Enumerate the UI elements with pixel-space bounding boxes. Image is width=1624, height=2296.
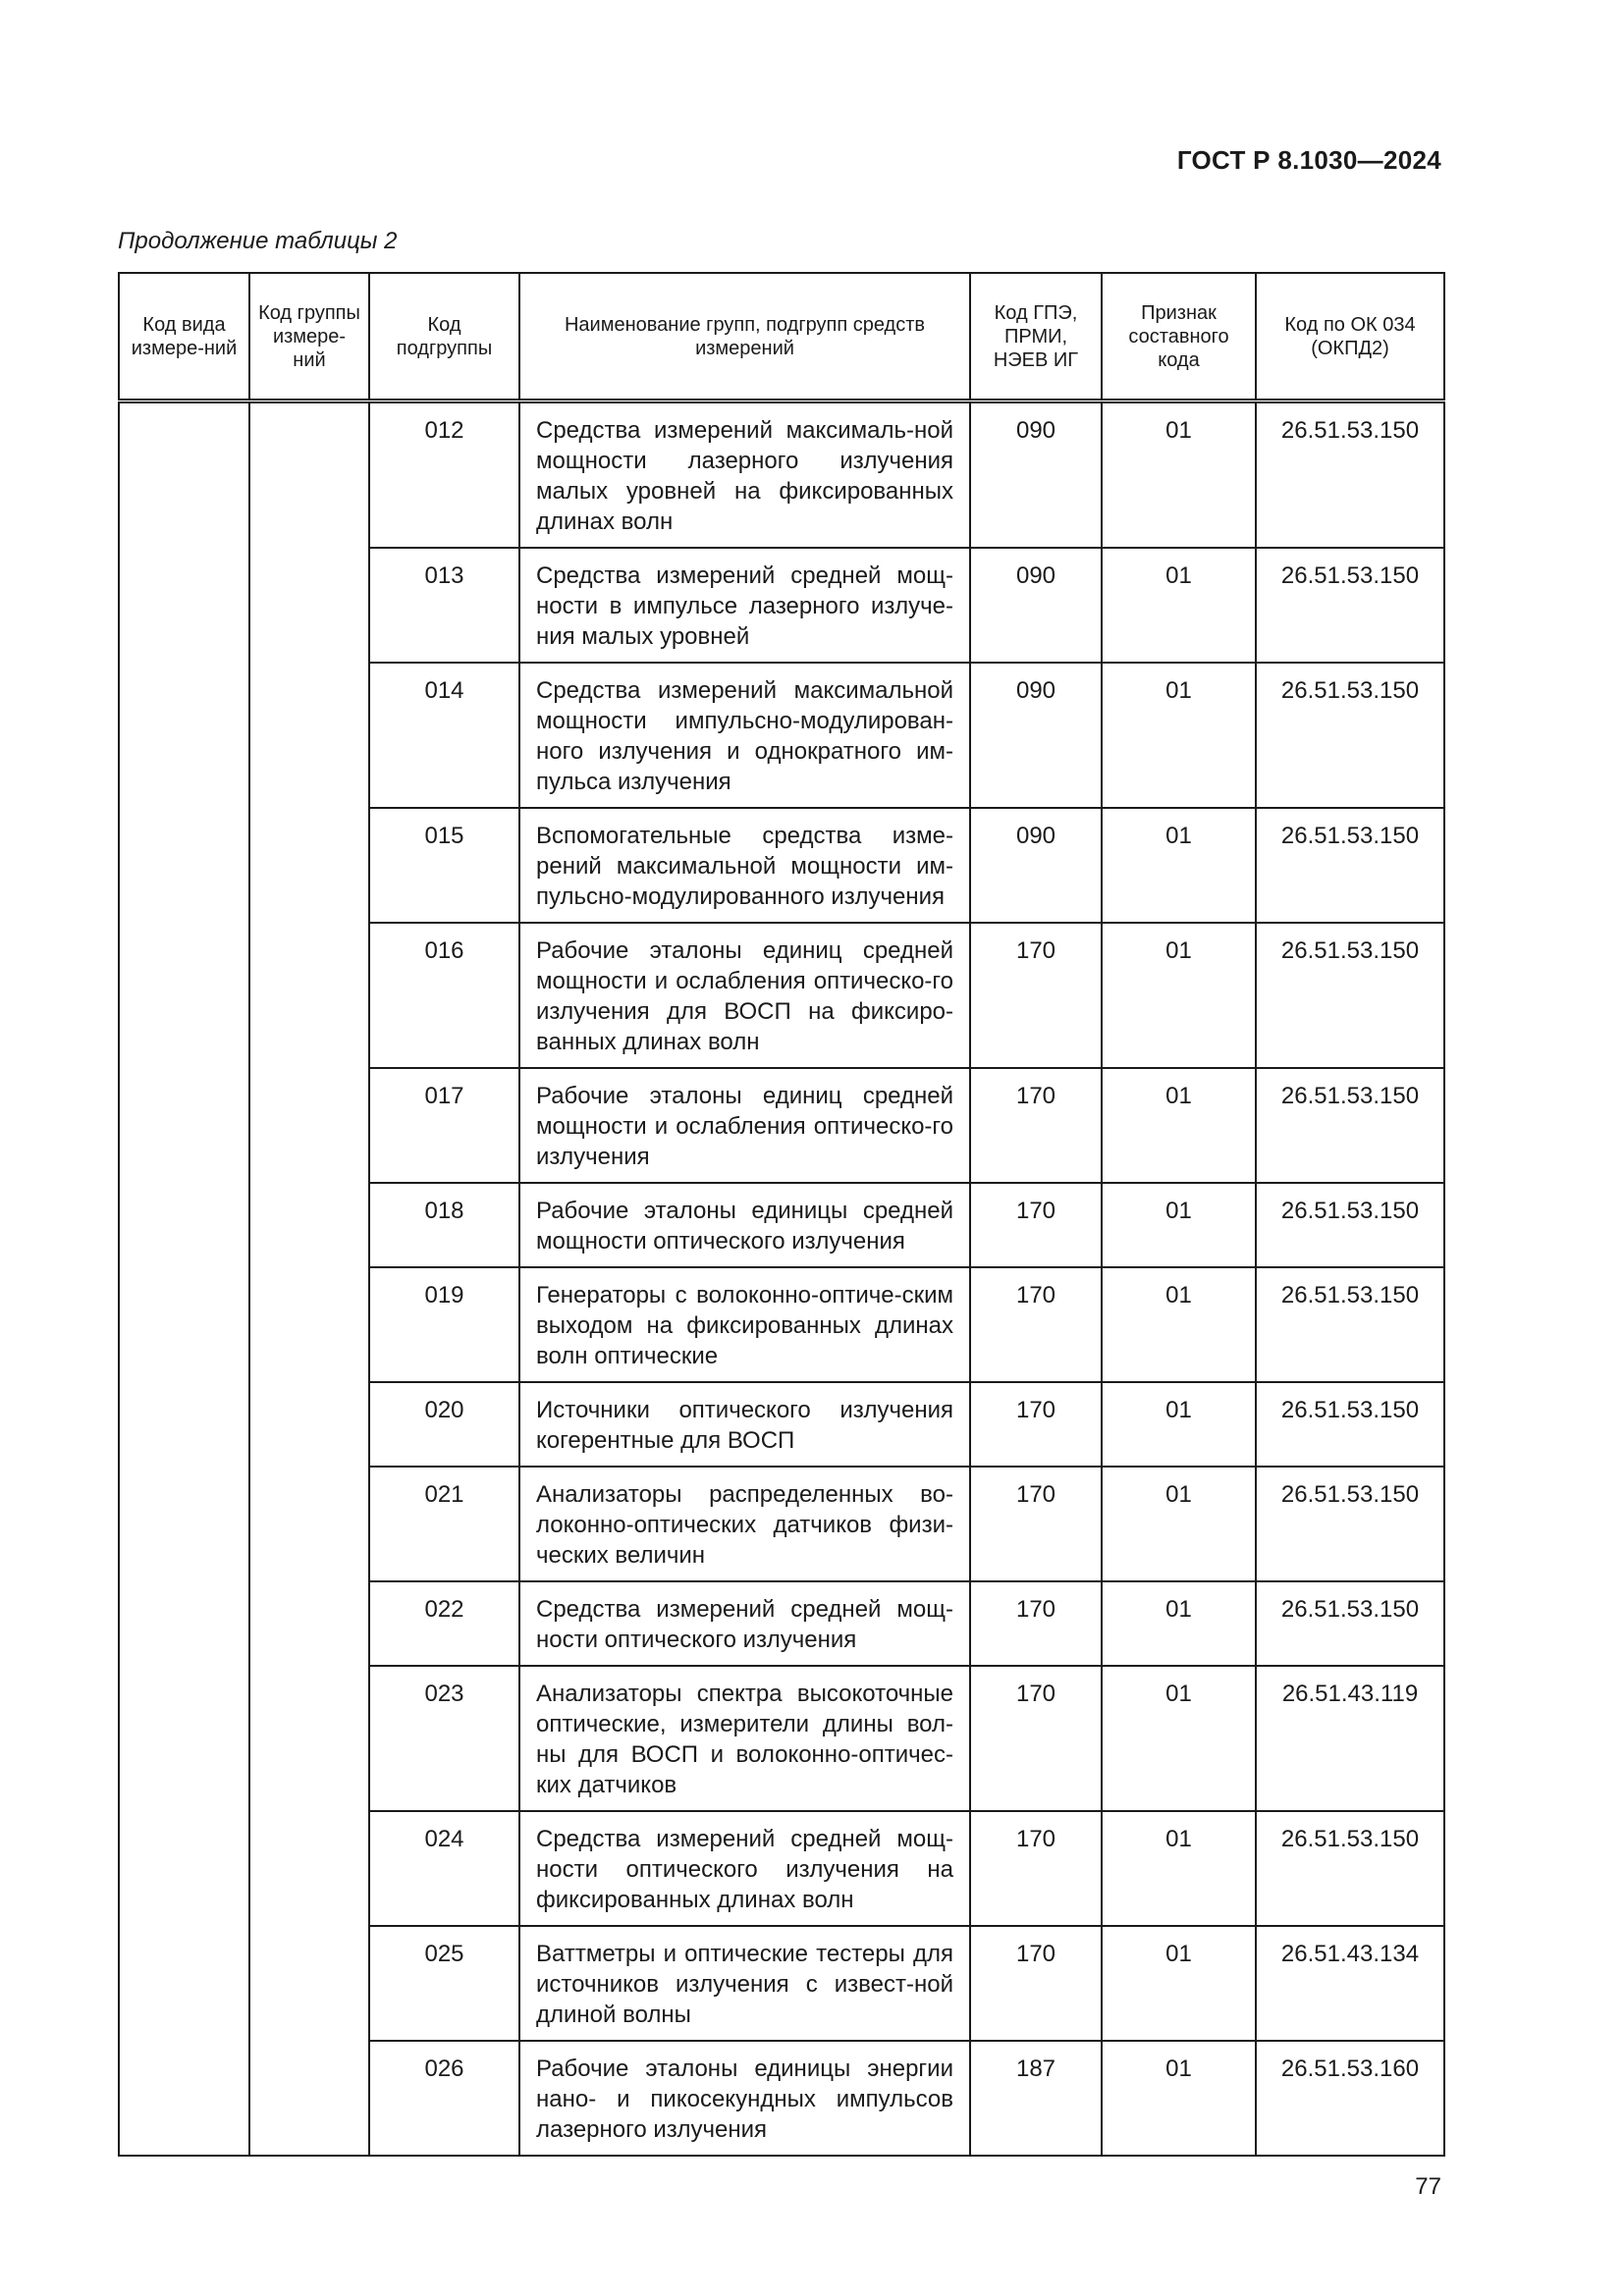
composite-flag-cell: 01 — [1102, 1267, 1256, 1382]
table-body — [119, 401, 1444, 2157]
name-cell: Источники оптического излучения когерентные для ВОСП — [519, 1382, 970, 1467]
table-caption: Продолжение таблицы 2 — [118, 228, 398, 254]
gpe-code-cell: 090 — [970, 663, 1102, 808]
composite-flag-cell: 01 — [1102, 1068, 1256, 1183]
okpd-code-cell: 26.51.53.150 — [1256, 1467, 1444, 1581]
gpe-code-cell: 170 — [970, 1183, 1102, 1267]
name-cell: Рабочие эталоны единицы энергии нано- и пикосекундных импульсов лазерного излучения — [519, 2041, 970, 2156]
table-row — [119, 401, 1444, 549]
okpd-code-cell: 26.51.53.150 — [1256, 923, 1444, 1068]
okpd-code-cell: 26.51.53.150 — [1256, 1068, 1444, 1183]
name-cell: Генераторы с волоконно-оптиче-ским выходом на фиксированных длинах волн оптические — [519, 1267, 970, 1382]
composite-flag-cell: 01 — [1102, 663, 1256, 808]
subgroup-code-cell: 015 — [369, 808, 519, 923]
gpe-code-cell: 170 — [970, 1068, 1102, 1183]
empty-kind-cell — [119, 401, 249, 2157]
subgroup-code-cell: 023 — [369, 1666, 519, 1811]
document-code: ГОСТ Р 8.1030—2024 — [1176, 145, 1441, 175]
okpd-code-cell: 26.51.53.150 — [1256, 1581, 1444, 1666]
col-header-subgroup-code: Код подгруппы — [369, 273, 519, 401]
composite-flag-cell: 01 — [1102, 1467, 1256, 1581]
gpe-code-cell: 170 — [970, 1666, 1102, 1811]
composite-flag-cell: 01 — [1102, 923, 1256, 1068]
composite-flag-cell: 01 — [1102, 1183, 1256, 1267]
col-header-okpd-code: Код по ОК 034 (ОКПД2) — [1256, 273, 1444, 401]
name-cell: Рабочие эталоны единицы средней мощности оптического излучения — [519, 1183, 970, 1267]
name-cell: Средства измерений максималь-ной мощности лазерного излучения малых уровней на фиксированных длинах волн — [519, 401, 970, 549]
composite-flag-cell: 01 — [1102, 1382, 1256, 1467]
empty-group-cell — [249, 401, 369, 2157]
okpd-code-cell: 26.51.43.134 — [1256, 1926, 1444, 2041]
name-cell: Анализаторы спектра высокоточные оптические, измерители длины вол-ны для ВОСП и волоконно-оптичес-ких датчиков — [519, 1666, 970, 1811]
gpe-code-cell: 170 — [970, 1581, 1102, 1666]
gpe-code-cell: 170 — [970, 1382, 1102, 1467]
name-cell: Вспомогательные средства изме-рений максимальной мощности им-пульсно-модулированного излучения — [519, 808, 970, 923]
okpd-code-cell: 26.51.53.160 — [1256, 2041, 1444, 2156]
gpe-code-cell: 090 — [970, 808, 1102, 923]
composite-flag-cell: 01 — [1102, 1581, 1256, 1666]
gpe-code-cell: 170 — [970, 1267, 1102, 1382]
subgroup-code-cell: 016 — [369, 923, 519, 1068]
composite-flag-cell: 01 — [1102, 1811, 1256, 1926]
name-cell: Рабочие эталоны единиц средней мощности и ослабления оптическо-го излучения — [519, 1068, 970, 1183]
composite-flag-cell: 01 — [1102, 548, 1256, 663]
col-header-kind-code: Код вида измере-ний — [119, 273, 249, 401]
col-header-name: Наименование групп, подгрупп средств измерений — [519, 273, 970, 401]
okpd-code-cell: 26.51.53.150 — [1256, 548, 1444, 663]
col-header-composite-flag: Признак составного кода — [1102, 273, 1256, 401]
subgroup-code-cell: 014 — [369, 663, 519, 808]
okpd-code-cell: 26.51.53.150 — [1256, 401, 1444, 549]
okpd-code-cell: 26.51.43.119 — [1256, 1666, 1444, 1811]
subgroup-code-cell: 026 — [369, 2041, 519, 2156]
col-header-gpe-code: Код ГПЭ, ПРМИ, НЭЕВ ИГ — [970, 273, 1102, 401]
subgroup-code-cell: 017 — [369, 1068, 519, 1183]
subgroup-code-cell: 025 — [369, 1926, 519, 2041]
composite-flag-cell: 01 — [1102, 401, 1256, 549]
okpd-code-cell: 26.51.53.150 — [1256, 663, 1444, 808]
name-cell: Ваттметры и оптические тестеры для источников излучения с извест-ной длиной волны — [519, 1926, 970, 2041]
okpd-code-cell: 26.51.53.150 — [1256, 1267, 1444, 1382]
subgroup-code-cell: 013 — [369, 548, 519, 663]
okpd-code-cell: 26.51.53.150 — [1256, 1382, 1444, 1467]
subgroup-code-cell: 019 — [369, 1267, 519, 1382]
composite-flag-cell: 01 — [1102, 1666, 1256, 1811]
name-cell: Анализаторы распределенных во-локонно-оптических датчиков физи-ческих величин — [519, 1467, 970, 1581]
gpe-code-cell: 170 — [970, 923, 1102, 1068]
gpe-code-cell: 090 — [970, 548, 1102, 663]
subgroup-code-cell: 012 — [369, 401, 519, 549]
name-cell: Рабочие эталоны единиц средней мощности и ослабления оптическо-го излучения для ВОСП на фиксиро-ванных длинах волн — [519, 923, 970, 1068]
gpe-code-cell: 170 — [970, 1467, 1102, 1581]
name-cell: Средства измерений средней мощ-ности в импульсе лазерного излуче-ния малых уровней — [519, 548, 970, 663]
okpd-code-cell: 26.51.53.150 — [1256, 808, 1444, 923]
col-header-group-code: Код группы измере-ний — [249, 273, 369, 401]
table-header-row — [119, 273, 1444, 401]
gpe-code-cell: 170 — [970, 1926, 1102, 2041]
composite-flag-cell: 01 — [1102, 2041, 1256, 2156]
gpe-code-cell: 187 — [970, 2041, 1102, 2156]
composite-flag-cell: 01 — [1102, 808, 1256, 923]
subgroup-code-cell: 020 — [369, 1382, 519, 1467]
gpe-code-cell: 170 — [970, 1811, 1102, 1926]
gpe-code-cell: 090 — [970, 401, 1102, 549]
subgroup-code-cell: 022 — [369, 1581, 519, 1666]
subgroup-code-cell: 024 — [369, 1811, 519, 1926]
name-cell: Средства измерений максимальной мощности импульсно-модулирован-ного излучения и однократного им-пульса излучения — [519, 663, 970, 808]
page-number: 77 — [1415, 2173, 1441, 2200]
composite-flag-cell: 01 — [1102, 1926, 1256, 2041]
okpd-code-cell: 26.51.53.150 — [1256, 1183, 1444, 1267]
name-cell: Средства измерений средней мощ-ности оптического излучения — [519, 1581, 970, 1666]
name-cell: Средства измерений средней мощ-ности оптического излучения на фиксированных длинах волн — [519, 1811, 970, 1926]
okpd-code-cell: 26.51.53.150 — [1256, 1811, 1444, 1926]
subgroup-code-cell: 018 — [369, 1183, 519, 1267]
measurement-groups-table — [118, 272, 1445, 2157]
subgroup-code-cell: 021 — [369, 1467, 519, 1581]
